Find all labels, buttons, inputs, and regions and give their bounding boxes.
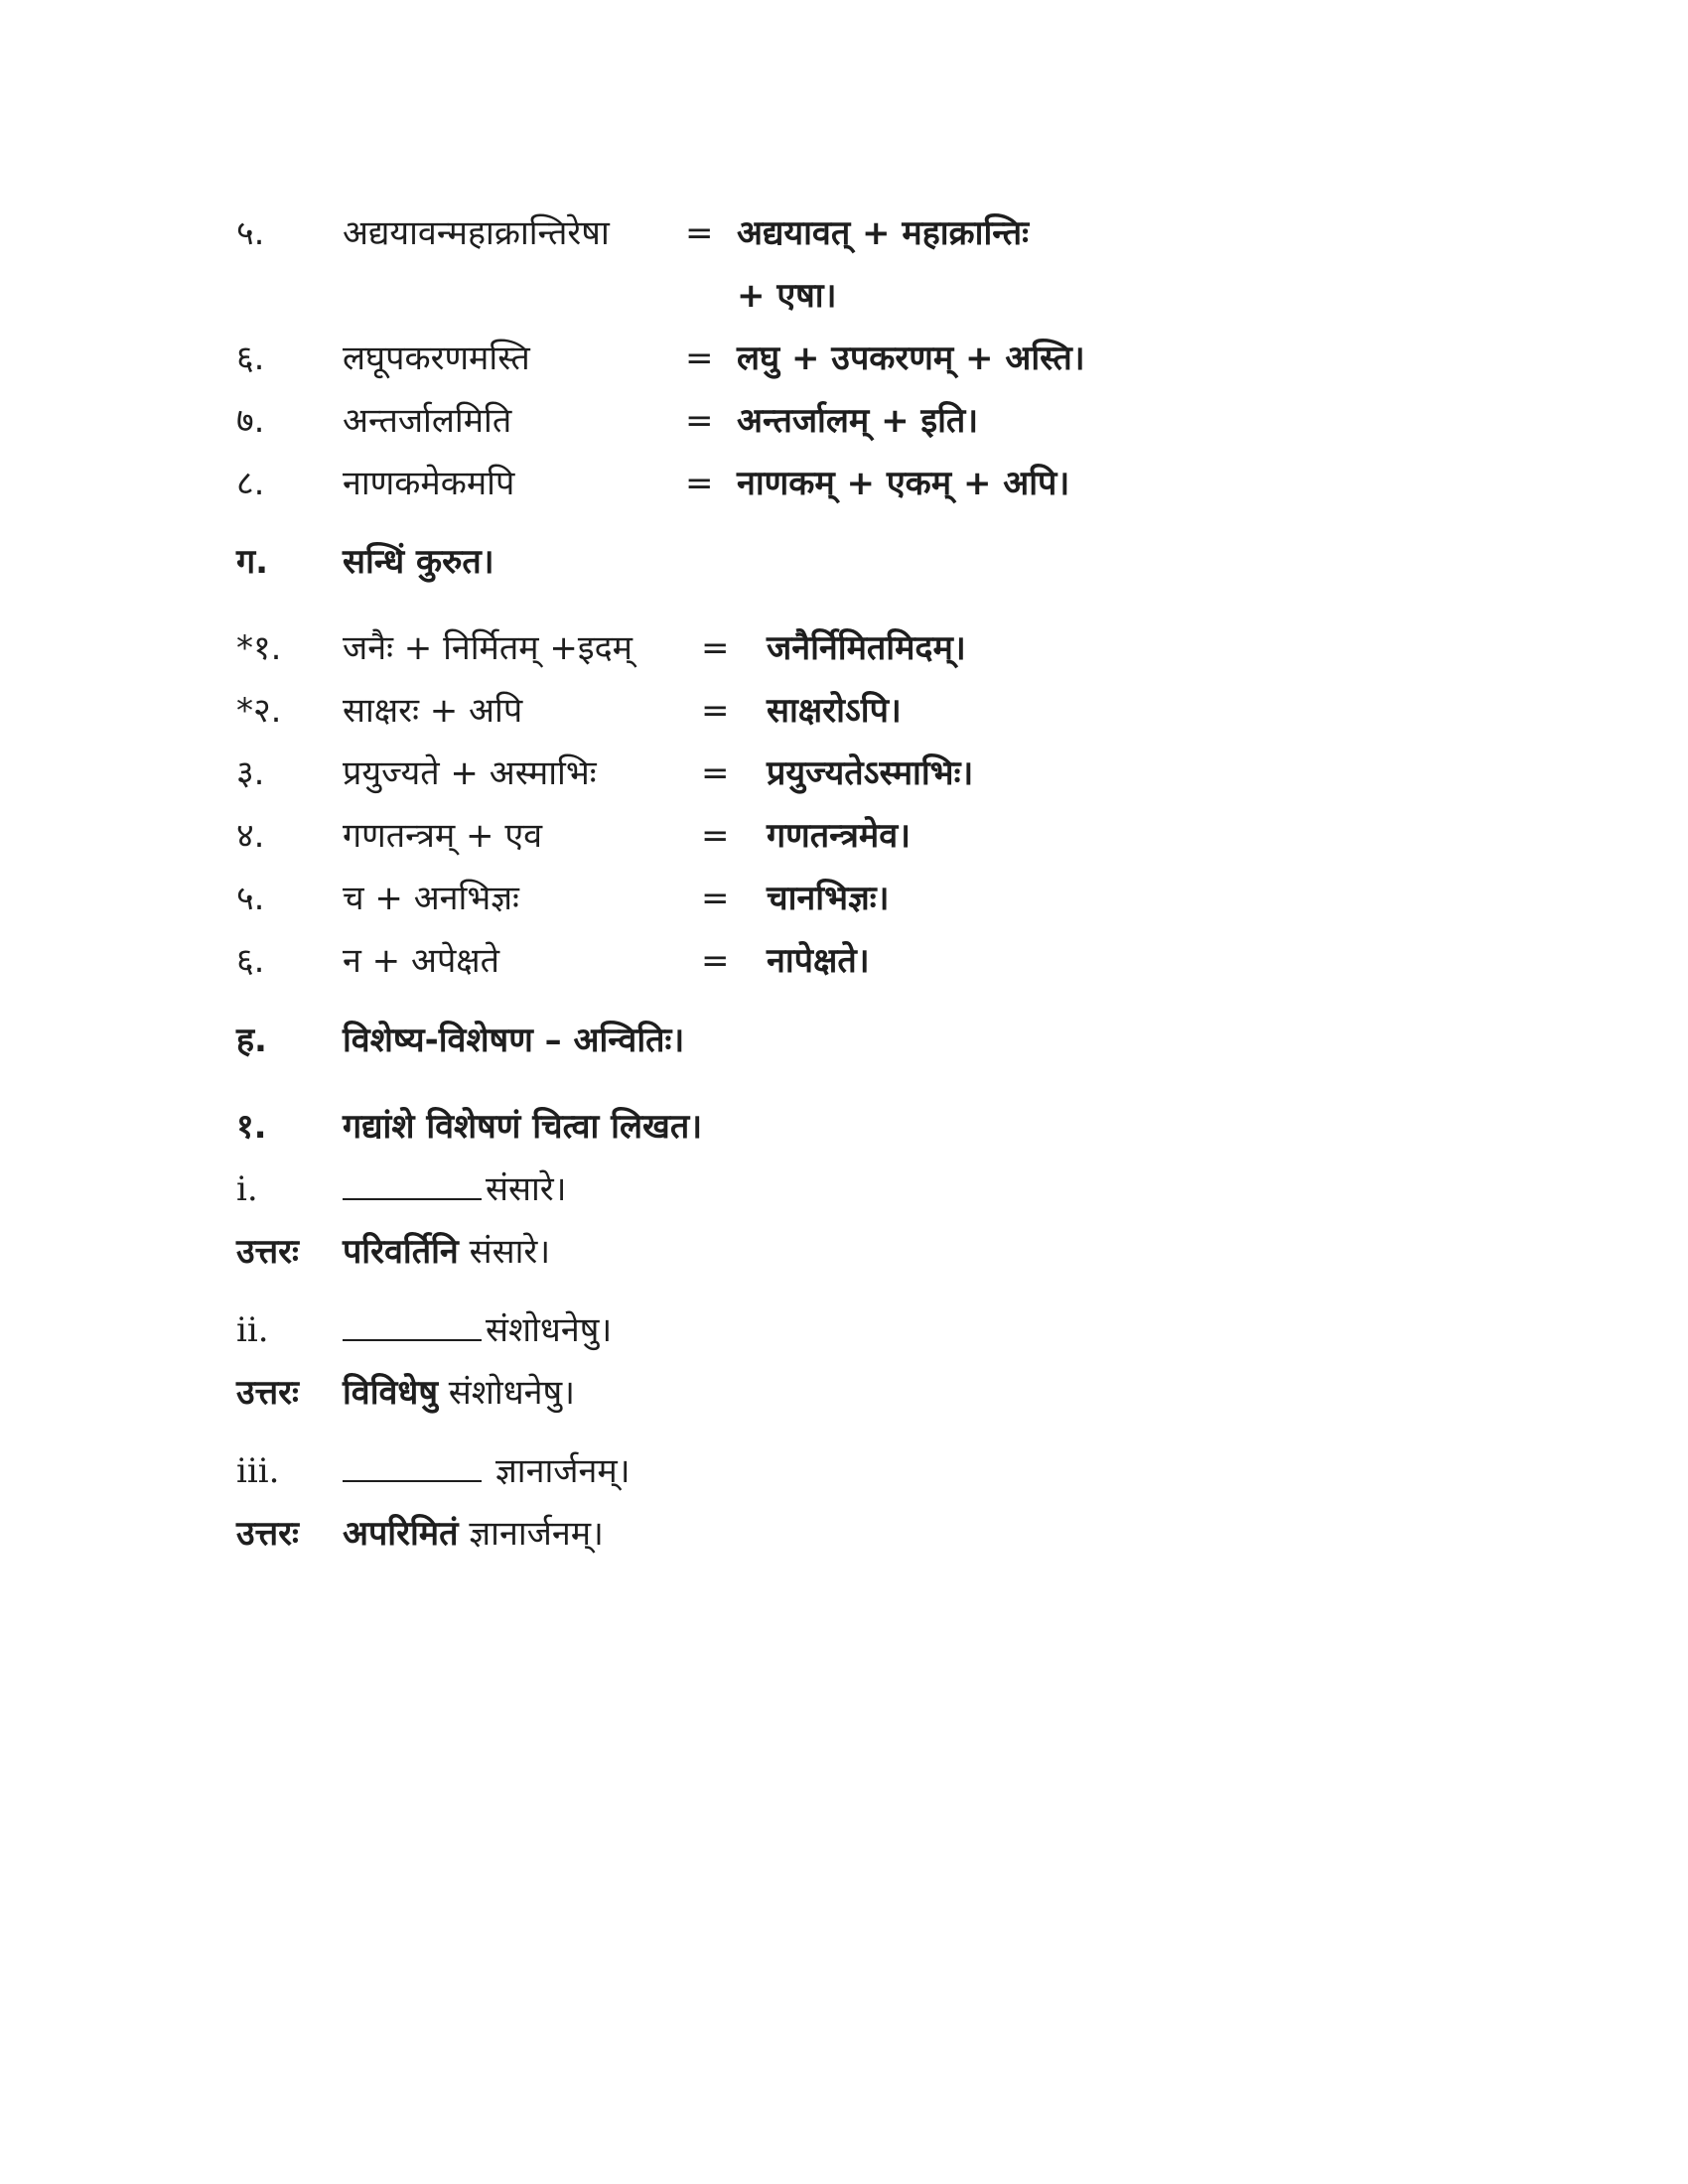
sandhi-result: गणतन्त्रमेव।	[767, 816, 912, 856]
answer-noun: ज्ञानार्जनम्।	[469, 1514, 604, 1554]
answer-text	[343, 1365, 575, 1421]
join-row	[0, 620, 1688, 676]
sandhi-result: साक्षरोऽपि।	[767, 691, 902, 731]
item-number: ५.	[236, 879, 265, 918]
split-result-continuation: + एषा।	[737, 276, 837, 316]
blank-phrase	[343, 1161, 567, 1217]
section-number: ह.	[236, 1021, 267, 1060]
split-row-continuation	[0, 268, 1688, 324]
item-number: ८.	[236, 464, 265, 503]
answer-adjective: अपरिमितं	[343, 1514, 459, 1554]
equals-sign: =	[701, 879, 730, 918]
blank-noun: संसारे।	[486, 1169, 567, 1209]
join-row	[0, 808, 1688, 864]
answer-text	[343, 1506, 604, 1562]
item-number: ६.	[236, 941, 265, 981]
item-number: ३.	[236, 753, 265, 793]
question-title: गद्यांशे विशेषणं चित्वा लिखत।	[343, 1107, 703, 1147]
split-result: नाणकम् + एकम् + अपि।	[737, 464, 1070, 503]
answer-label: उत्तरः	[236, 1232, 299, 1272]
answer-label: उत्तरः	[236, 1514, 299, 1554]
section-title: विशेष्य-विशेषण – अन्वितिः।	[343, 1021, 685, 1060]
equals-sign: =	[701, 753, 730, 793]
split-row	[0, 393, 1688, 449]
compound-word: नाणकमेकमपि	[343, 464, 515, 503]
item-number: ५.	[236, 213, 265, 253]
split-result: अद्ययावत् + महाक्रान्तिः	[737, 213, 1030, 253]
split-row	[0, 456, 1688, 511]
sandhi-result: नापेक्षते।	[767, 941, 870, 981]
blank-phrase	[343, 1443, 631, 1499]
sandhi-parts: साक्षरः + अपि	[343, 691, 523, 731]
item-roman-number: iii.	[236, 1451, 280, 1491]
sandhi-result: चानभिज्ञः।	[767, 879, 890, 918]
answer-noun: संशोधनेषु।	[448, 1373, 576, 1413]
answer-adjective: परिवर्तिनि	[343, 1232, 459, 1272]
sandhi-parts: जनैः + निर्मितम् +इदम्	[343, 628, 633, 668]
answer-blank	[343, 1444, 482, 1482]
sandhi-parts: गणतन्त्रम् + एव	[343, 816, 543, 856]
fill-blank-item	[0, 1161, 1688, 1217]
blank-phrase	[343, 1302, 612, 1358]
section-heading	[0, 534, 1688, 590]
answer-noun: संसारे।	[469, 1232, 551, 1272]
join-row	[0, 683, 1688, 739]
answer-label: उत्तरः	[236, 1373, 299, 1413]
compound-word: अन्तर्जालमिति	[343, 401, 512, 441]
split-result: लघु + उपकरणम् + अस्ति।	[737, 339, 1085, 378]
answer-blank	[343, 1162, 482, 1200]
item-number: ४.	[236, 816, 265, 856]
equals-sign: =	[685, 213, 714, 253]
answer-row	[0, 1224, 1688, 1280]
answer-row	[0, 1506, 1688, 1562]
item-number: *२.	[236, 691, 282, 731]
blank-noun: ज्ञानार्जनम्।	[495, 1451, 631, 1491]
sandhi-result: प्रयुज्यतेऽस्माभिः।	[767, 753, 974, 793]
question-number: १.	[236, 1107, 267, 1147]
item-roman-number: ii.	[236, 1310, 269, 1350]
item-number: ६.	[236, 339, 265, 378]
answer-blank	[343, 1303, 482, 1341]
fill-blank-item	[0, 1302, 1688, 1358]
blank-noun: संशोधनेषु।	[486, 1310, 613, 1350]
answer-adjective: विविधेषु	[343, 1373, 438, 1413]
join-row	[0, 746, 1688, 801]
question-heading	[0, 1099, 1688, 1155]
item-roman-number: i.	[236, 1169, 258, 1209]
compound-word: लघूपकरणमस्ति	[343, 339, 530, 378]
equals-sign: =	[701, 941, 730, 981]
section-heading	[0, 1013, 1688, 1068]
item-number: *१.	[236, 628, 282, 668]
section-number: ग.	[236, 542, 269, 582]
equals-sign: =	[701, 816, 730, 856]
equals-sign: =	[685, 401, 714, 441]
sandhi-parts: प्रयुज्यते + अस्माभिः	[343, 753, 597, 793]
join-row	[0, 933, 1688, 989]
sandhi-parts: न + अपेक्षते	[343, 941, 500, 981]
join-row	[0, 871, 1688, 926]
fill-blank-item	[0, 1443, 1688, 1499]
sandhi-result: जनैर्निमितमिदम्।	[767, 628, 966, 668]
answer-text	[343, 1224, 550, 1280]
answer-row	[0, 1365, 1688, 1421]
split-result: अन्तर्जालम् + इति।	[737, 401, 979, 441]
equals-sign: =	[685, 464, 714, 503]
split-row	[0, 205, 1688, 261]
equals-sign: =	[685, 339, 714, 378]
section-title: सन्धिं कुरुत।	[343, 542, 494, 582]
compound-word: अद्ययावन्महाक्रान्तिरेषा	[343, 213, 610, 253]
split-row	[0, 331, 1688, 386]
equals-sign: =	[701, 628, 730, 668]
item-number: ७.	[236, 401, 265, 441]
sandhi-parts: च + अनभिज्ञः	[343, 879, 519, 918]
equals-sign: =	[701, 691, 730, 731]
